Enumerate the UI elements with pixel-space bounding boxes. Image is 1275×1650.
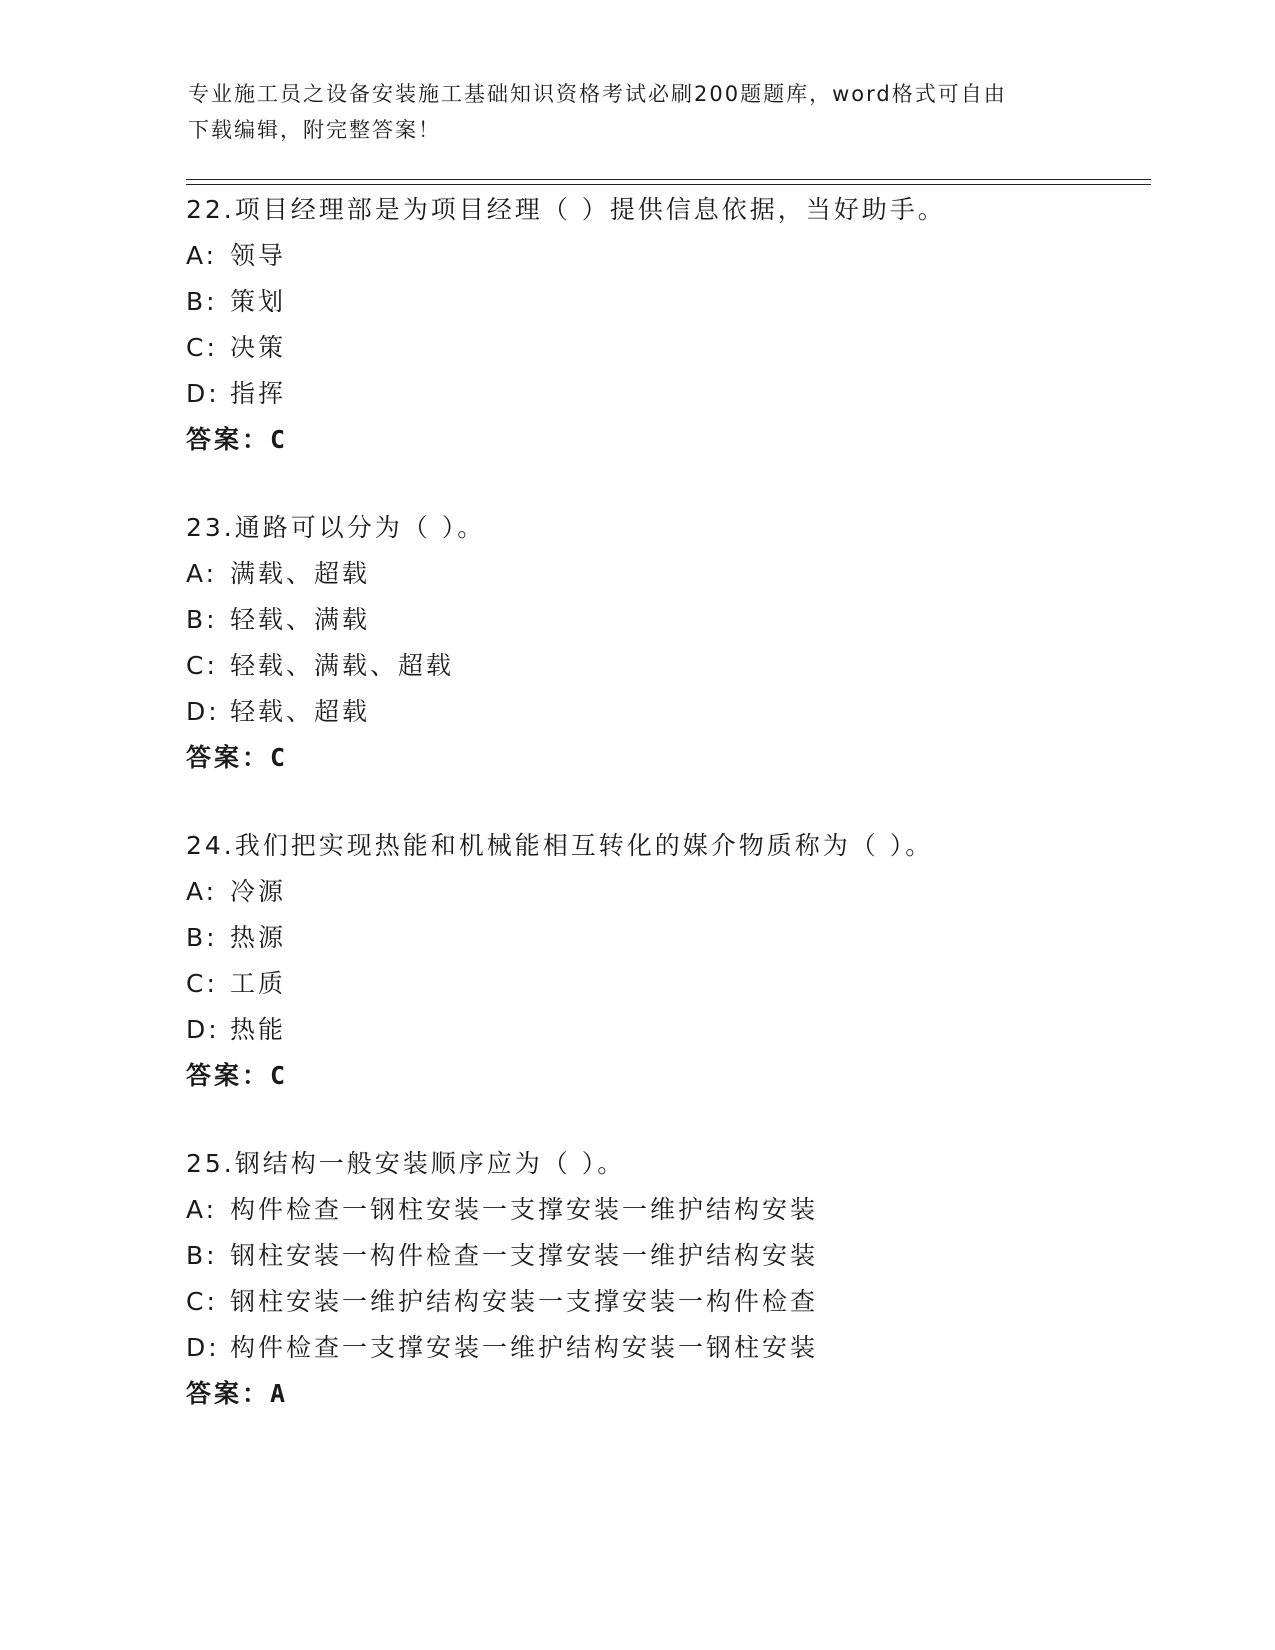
- header-divider-top: [186, 179, 1151, 180]
- question-stem: 22.项目经理部是为项目经理（ ）提供信息依据，当好助手。: [186, 195, 946, 224]
- option-a: [186, 551, 1146, 597]
- option-a: [186, 233, 1146, 279]
- option-text: 决策: [230, 333, 287, 362]
- question-22: [186, 187, 1146, 463]
- option-b: [186, 597, 1146, 643]
- option-key: A:: [186, 559, 218, 588]
- option-key: D:: [186, 379, 220, 408]
- option-text: 指挥: [230, 379, 287, 408]
- option-key: A:: [186, 877, 218, 906]
- option-key: B:: [186, 1241, 218, 1270]
- option-d: [186, 689, 1146, 735]
- question-stem: 25.钢结构一般安装顺序应为（ ）。: [186, 1149, 626, 1178]
- option-key: C:: [186, 1287, 218, 1316]
- option-key: B:: [186, 605, 218, 634]
- option-a: [186, 1187, 1146, 1233]
- answer-value: C: [270, 425, 289, 454]
- option-text: 构件检查一支撑安装一维护结构安装一钢柱安装: [230, 1333, 819, 1362]
- option-text: 轻载、满载: [230, 605, 371, 634]
- answer-line: [186, 1053, 1146, 1099]
- option-text: 轻载、满载、超载: [230, 651, 455, 680]
- option-text: 轻载、超载: [230, 697, 371, 726]
- option-key: A:: [186, 241, 218, 270]
- option-key: A:: [186, 1195, 218, 1224]
- option-b: [186, 279, 1146, 325]
- answer-value: A: [270, 1379, 289, 1408]
- header-divider-bottom: [186, 184, 1151, 185]
- option-key: D:: [186, 1333, 220, 1362]
- option-c: [186, 961, 1146, 1007]
- question-stem: 24.我们把实现热能和机械能相互转化的媒介物质称为（ ）。: [186, 831, 934, 860]
- option-text: 满载、超载: [230, 559, 371, 588]
- option-text: 钢柱安装一构件检查一支撑安装一维护结构安装: [230, 1241, 819, 1270]
- option-b: [186, 915, 1146, 961]
- option-key: B:: [186, 923, 218, 952]
- option-key: B:: [186, 287, 218, 316]
- answer-label: 答案：: [186, 1379, 271, 1408]
- option-key: D:: [186, 697, 220, 726]
- option-text: 工质: [230, 969, 287, 998]
- answer-line: [186, 417, 1146, 463]
- option-text: 构件检查一钢柱安装一支撑安装一维护结构安装: [230, 1195, 819, 1224]
- option-key: D:: [186, 1015, 220, 1044]
- option-d: [186, 371, 1146, 417]
- answer-label: 答案：: [186, 743, 271, 772]
- answer-value: C: [270, 743, 289, 772]
- option-text: 策划: [230, 287, 287, 316]
- option-a: [186, 869, 1146, 915]
- option-c: [186, 1279, 1146, 1325]
- question-23: [186, 505, 1146, 781]
- option-text: 冷源: [230, 877, 287, 906]
- option-text: 钢柱安装一维护结构安装一支撑安装一构件检查: [230, 1287, 819, 1316]
- option-b: [186, 1233, 1146, 1279]
- answer-label: 答案：: [186, 1061, 271, 1090]
- option-key: C:: [186, 333, 218, 362]
- option-key: C:: [186, 969, 218, 998]
- option-d: [186, 1007, 1146, 1053]
- answer-line: [186, 1371, 1146, 1417]
- answer-label: 答案：: [186, 425, 271, 454]
- question-25: [186, 1141, 1146, 1417]
- answer-value: C: [270, 1061, 289, 1090]
- document-header: [188, 76, 1068, 148]
- option-d: [186, 1325, 1146, 1371]
- header-line-2: 下载编辑，附完整答案！: [188, 118, 441, 142]
- option-text: 热能: [230, 1015, 287, 1044]
- question-stem: 23.通路可以分为（ ）。: [186, 513, 486, 542]
- question-24: [186, 823, 1146, 1099]
- header-line-1: 专业施工员之设备安装施工基础知识资格考试必刷200题题库，word格式可自由: [188, 82, 1007, 106]
- option-text: 领导: [230, 241, 287, 270]
- option-text: 热源: [230, 923, 287, 952]
- option-c: [186, 643, 1146, 689]
- option-c: [186, 325, 1146, 371]
- answer-line: [186, 735, 1146, 781]
- option-key: C:: [186, 651, 218, 680]
